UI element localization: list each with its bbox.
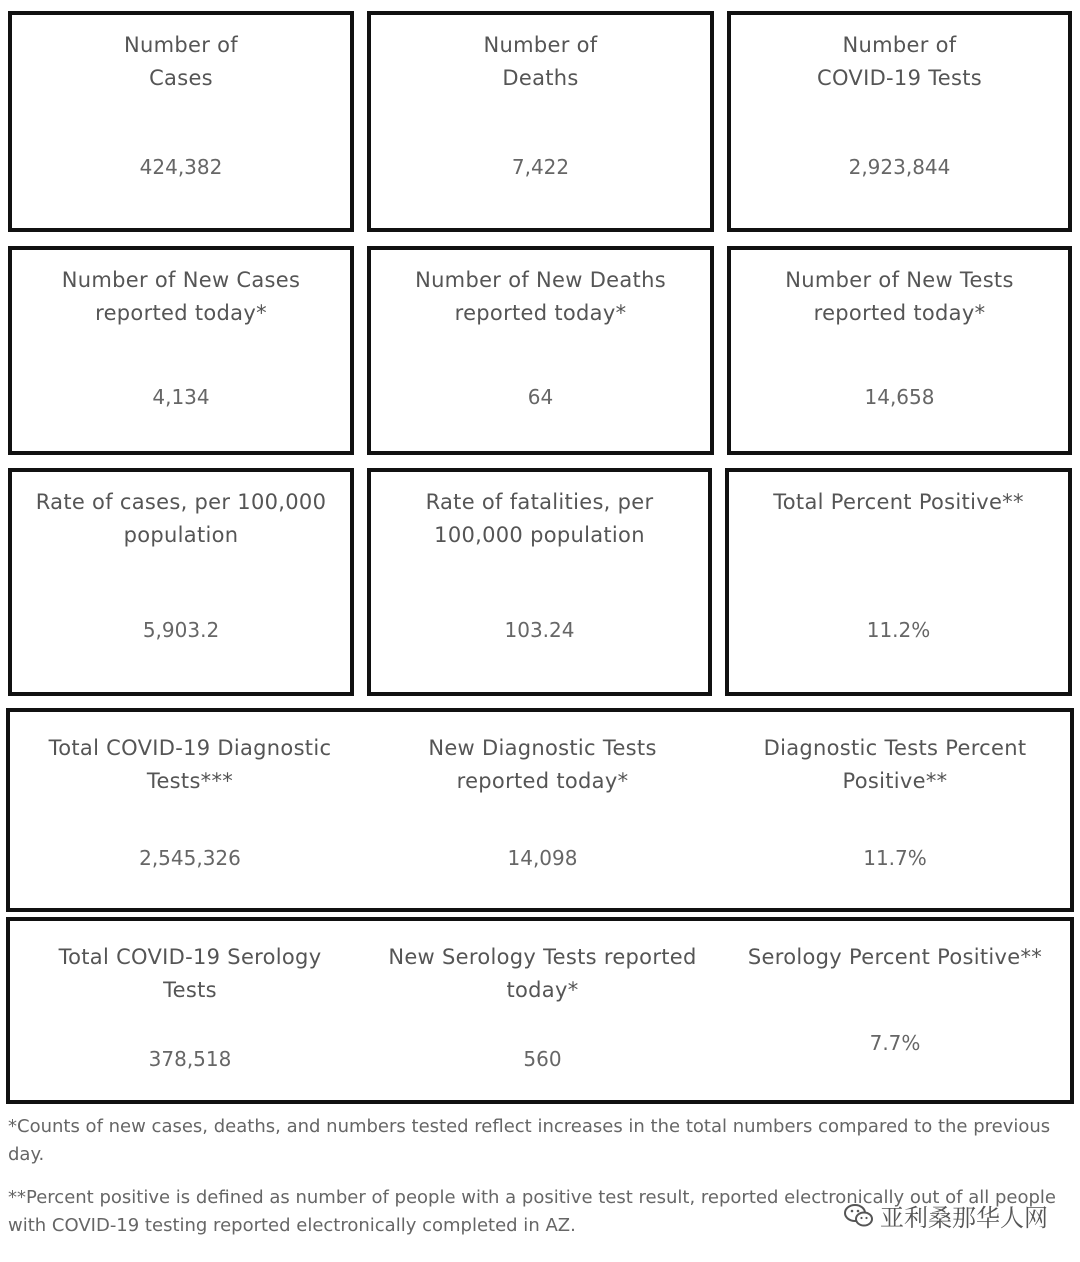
kpi-label: Number of New Cases reported today* — [61, 268, 301, 325]
kpi-value: 11.7% — [863, 846, 927, 870]
watermark — [844, 1198, 1048, 1233]
kpi-card-deaths — [367, 11, 714, 232]
kpi-value: 5,903.2 — [142, 618, 220, 642]
kpi-card-fatality-rate — [367, 468, 712, 696]
kpi-card-cases — [8, 11, 354, 232]
kpi-label: Number of COVID-19 Tests — [816, 33, 983, 90]
diagnostic-panel — [6, 708, 1074, 912]
kpi-label: Total Percent Positive** — [773, 490, 1024, 514]
footnote-percent-positive: **Percent positive is defined as number of people with a positive test result, reported electronically out of all people with COVID-19 testing reported electronically completed in AZ. — [8, 1187, 1056, 1236]
kpi-value: 14,098 — [507, 846, 578, 870]
wechat-icon — [844, 1203, 874, 1229]
watermark-text: 亚利桑那华人网 — [880, 1204, 1048, 1232]
kpi-label: New Serology Tests reported today* — [388, 945, 697, 1002]
footnote-new-counts: *Counts of new cases, deaths, and numbers tested reflect increases in the total numbers compared to the previous day. — [8, 1116, 1051, 1165]
kpi-label: Diagnostic Tests Percent Positive** — [763, 736, 1027, 793]
kpi-value: 2,545,326 — [139, 846, 241, 870]
serology-new — [365, 921, 720, 1100]
kpi-label: Number of New Deaths reported today* — [415, 268, 666, 325]
kpi-card-new-cases — [8, 246, 354, 455]
kpi-label: Rate of fatalities, per 100,000 population — [425, 490, 654, 547]
kpi-value: 14,658 — [864, 385, 935, 409]
kpi-label: Total COVID-19 Diagnostic Tests*** — [48, 736, 332, 793]
kpi-value: 64 — [527, 385, 554, 409]
kpi-card-new-tests — [727, 246, 1072, 455]
kpi-card-tests — [727, 11, 1072, 232]
diagnostic-percent-positive — [720, 712, 1070, 908]
kpi-value: 4,134 — [152, 385, 210, 409]
kpi-value: 424,382 — [139, 155, 223, 179]
kpi-label: Number of Cases — [124, 33, 238, 90]
serology-percent-positive — [720, 921, 1070, 1100]
kpi-label: Number of New Tests reported today* — [785, 268, 1014, 325]
kpi-label: New Diagnostic Tests reported today* — [428, 736, 657, 793]
kpi-value: 103.24 — [504, 618, 575, 642]
kpi-label: Serology Percent Positive** — [747, 945, 1043, 969]
kpi-value: 7,422 — [511, 155, 570, 179]
kpi-card-percent-positive — [725, 468, 1072, 696]
diagnostic-new — [365, 712, 720, 908]
kpi-value: 378,518 — [148, 1047, 232, 1071]
kpi-label: Total COVID-19 Serology Tests — [58, 945, 322, 1002]
kpi-card-new-deaths — [367, 246, 714, 455]
serology-total — [10, 921, 370, 1100]
kpi-label: Rate of cases, per 100,000 population — [35, 490, 327, 547]
kpi-value: 11.2% — [866, 618, 931, 642]
kpi-card-case-rate — [8, 468, 354, 696]
diagnostic-total — [10, 712, 370, 908]
kpi-value: 7.7% — [869, 1031, 921, 1055]
kpi-value: 560 — [523, 1047, 562, 1071]
kpi-value: 2,923,844 — [848, 155, 951, 179]
kpi-label: Number of Deaths — [483, 33, 598, 90]
serology-panel — [6, 917, 1074, 1104]
